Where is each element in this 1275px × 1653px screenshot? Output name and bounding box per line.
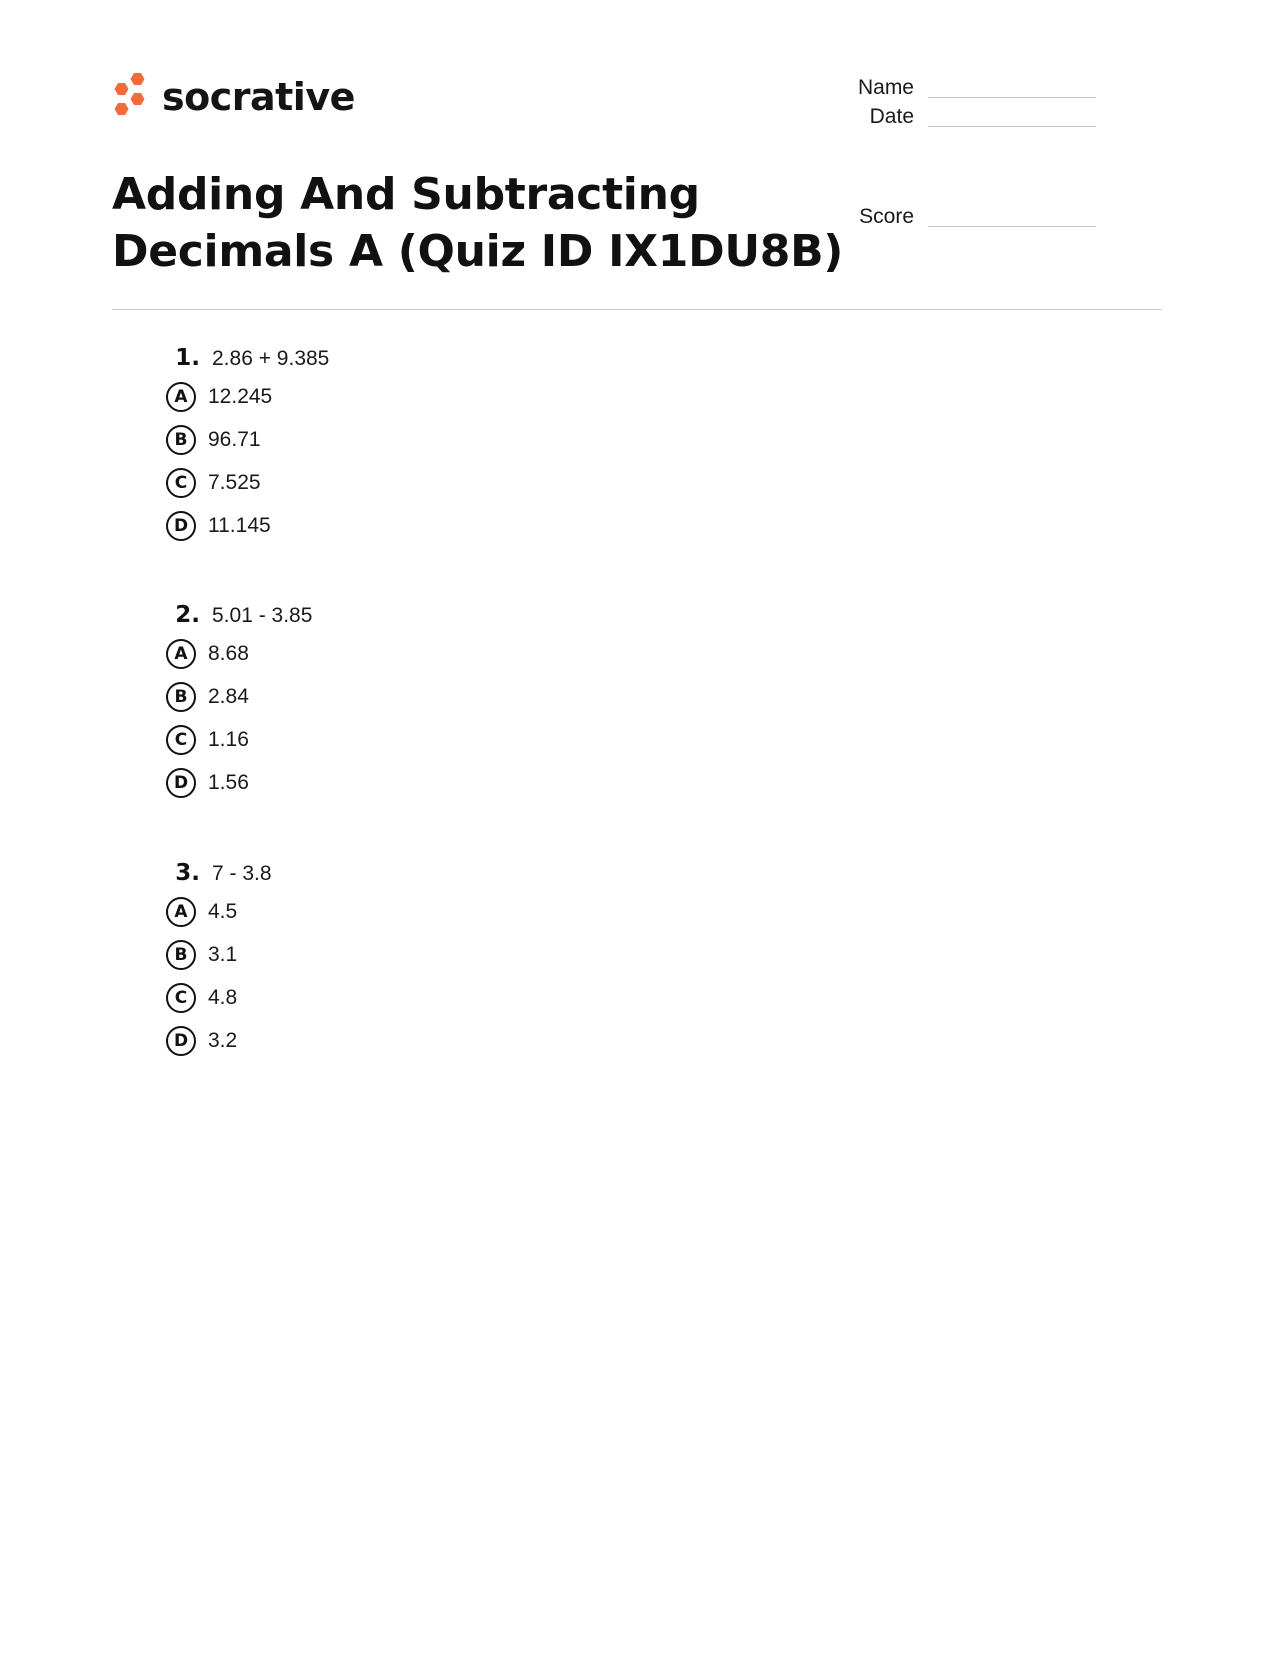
choice-letter-badge[interactable]: C <box>166 468 196 498</box>
choice-letter-badge[interactable]: B <box>166 682 196 712</box>
choice-text: 2.84 <box>208 684 249 708</box>
date-label: Date <box>869 105 914 128</box>
question-number: 2. <box>175 602 200 628</box>
choice-letter-badge[interactable]: B <box>166 425 196 455</box>
question-header <box>166 602 766 632</box>
choice-d[interactable] <box>166 1019 766 1062</box>
choice-letter-badge[interactable]: A <box>166 639 196 669</box>
question-3 <box>166 860 766 1062</box>
question-header <box>166 345 766 375</box>
choice-letter-badge[interactable]: B <box>166 940 196 970</box>
choice-text: 7.525 <box>208 470 261 494</box>
choice-d[interactable] <box>166 504 766 547</box>
choice-letter-badge[interactable]: C <box>166 725 196 755</box>
name-label: Name <box>857 76 914 99</box>
question-number: 3. <box>175 860 200 886</box>
choice-text: 3.2 <box>208 1028 238 1052</box>
choice-c[interactable] <box>166 718 766 761</box>
choice-text: 8.68 <box>208 641 249 665</box>
choice-text: 96.71 <box>208 427 261 451</box>
choice-c[interactable] <box>166 976 766 1019</box>
choice-text: 1.56 <box>208 770 249 794</box>
choice-letter-badge[interactable]: A <box>166 382 196 412</box>
question-prompt: 2.86 + 9.385 <box>212 347 330 370</box>
question-header <box>166 860 766 890</box>
choice-letter-badge[interactable]: D <box>166 511 196 541</box>
choice-d[interactable] <box>166 761 766 804</box>
choice-a[interactable] <box>166 890 766 933</box>
question-prompt: 7 - 3.8 <box>212 862 272 885</box>
name-field[interactable] <box>824 76 1096 100</box>
score-line[interactable] <box>928 225 1096 227</box>
choice-b[interactable] <box>166 675 766 718</box>
choice-text: 4.8 <box>208 985 238 1009</box>
socrative-logo <box>112 72 355 122</box>
choice-text: 3.1 <box>208 942 238 966</box>
choice-text: 1.16 <box>208 727 249 751</box>
choice-b[interactable] <box>166 933 766 976</box>
choice-letter-badge[interactable]: D <box>166 768 196 798</box>
choice-text: 4.5 <box>208 899 238 923</box>
choice-letter-badge[interactable]: D <box>166 1026 196 1056</box>
choice-c[interactable] <box>166 461 766 504</box>
name-line[interactable] <box>928 96 1096 98</box>
choice-b[interactable] <box>166 418 766 461</box>
score-label: Score <box>859 205 914 228</box>
question-1 <box>166 345 766 547</box>
choice-text: 11.145 <box>208 513 271 537</box>
choice-letter-badge[interactable]: C <box>166 983 196 1013</box>
date-line[interactable] <box>928 125 1096 127</box>
question-number: 1. <box>175 345 200 371</box>
choice-letter-badge[interactable]: A <box>166 897 196 927</box>
header-divider <box>112 309 1162 310</box>
question-2 <box>166 602 766 804</box>
brand-name: socrative <box>162 75 355 119</box>
choice-a[interactable] <box>166 375 766 418</box>
choice-text: 12.245 <box>208 384 273 408</box>
socrative-hexagon-logo-icon <box>112 72 152 122</box>
question-prompt: 5.01 - 3.85 <box>212 604 313 627</box>
date-field[interactable] <box>824 105 1096 129</box>
choice-a[interactable] <box>166 632 766 675</box>
quiz-title: Adding And Subtracting Decimals A (Quiz ID IX1DU8B) <box>112 169 844 277</box>
